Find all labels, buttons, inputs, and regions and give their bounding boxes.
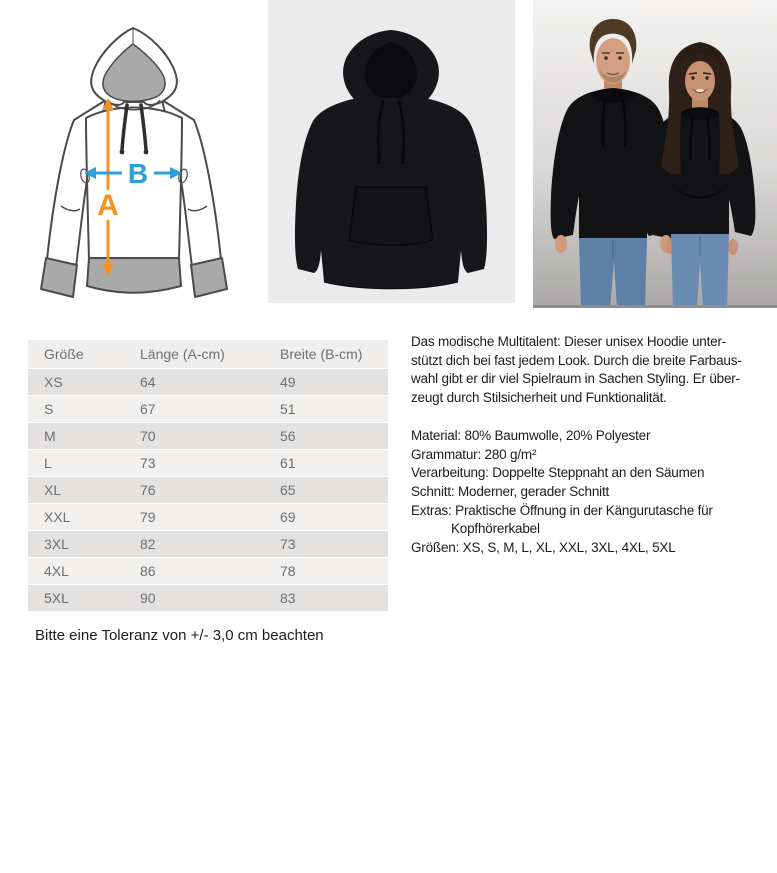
column-header: Größe: [44, 346, 84, 362]
length-cell: 73: [140, 455, 156, 471]
table-row: [28, 369, 388, 395]
width-cell: 51: [280, 401, 296, 417]
size-cell: L: [44, 455, 52, 471]
table-header-row: [28, 340, 388, 368]
table-row: [28, 504, 388, 530]
length-cell: 67: [140, 401, 156, 417]
table-row: [28, 477, 388, 503]
size-cell: M: [44, 428, 56, 444]
description-gap: [411, 408, 761, 427]
size-cell: XL: [44, 482, 62, 498]
description-intro-line: Das modische Multitalent: Dieser unisex Hoodie unter-: [411, 334, 727, 349]
table-row: [28, 585, 388, 611]
width-cell: 56: [280, 428, 296, 444]
label-a: A: [97, 189, 119, 222]
length-cell: 86: [140, 563, 156, 579]
description-spec-line: Kopfhörerkabel: [451, 521, 540, 537]
size-cell: 3XL: [44, 536, 69, 552]
tolerance-note: Bitte eine Toleranz von +/- 3,0 cm beachten: [35, 627, 324, 644]
width-cell: 78: [280, 563, 296, 579]
description-intro-line: stützt dich bei fast jedem Look. Durch die breite Farbaus-: [411, 352, 742, 368]
width-cell: 49: [280, 374, 296, 390]
table-row: [28, 396, 388, 422]
description-intro-line: wahl gibt er dir viel Spielraum in Sachen Styling. Er über-: [411, 371, 740, 387]
length-cell: 82: [140, 536, 156, 552]
product-description: [411, 333, 761, 558]
width-cell: 83: [280, 590, 296, 606]
table-row: [28, 450, 388, 476]
column-header: Breite (B-cm): [280, 346, 363, 362]
width-cell: 61: [280, 455, 296, 471]
column-header: Länge (A-cm): [140, 346, 225, 362]
description-spec-line: Größen: XS, S, M, L, XL, XXL, 3XL, 4XL, 5XL: [411, 540, 676, 556]
table-row: [28, 558, 388, 584]
description-spec-line: Material: 80% Baumwolle, 20% Polyester: [411, 427, 651, 443]
description-spec-line: Schnitt: Moderner, gerader Schnitt: [411, 483, 610, 499]
width-cell: 65: [280, 482, 296, 498]
description-spec-line: Verarbeitung: Doppelte Steppnaht an den Säumen: [411, 465, 705, 481]
description-intro-line: zeugt durch Stilsicherheit und Funktionalität.: [411, 390, 667, 406]
size-cell: XXL: [44, 509, 71, 525]
length-cell: 90: [140, 590, 156, 606]
length-cell: 79: [140, 509, 156, 525]
table-row: [28, 531, 388, 557]
width-cell: 73: [280, 536, 296, 552]
length-cell: 70: [140, 428, 156, 444]
length-cell: 64: [140, 374, 156, 390]
size-cell: XS: [44, 374, 63, 390]
width-cell: 69: [280, 509, 296, 525]
table-row: [28, 423, 388, 449]
size-cell: 5XL: [44, 590, 69, 606]
black-hoodie-product-photo: [268, 0, 515, 303]
size-cell: S: [44, 401, 54, 417]
size-table: [28, 340, 388, 612]
hoodie-measurement-diagram: [20, 8, 250, 308]
description-spec-line: Grammatur: 280 g/m²: [411, 446, 537, 462]
label-b: B: [127, 158, 149, 189]
description-spec-line: Extras: Praktische Öffnung in der Kängurutasche für: [411, 502, 713, 518]
models-wearing-hoodies-photo: [533, 0, 777, 308]
length-cell: 76: [140, 482, 156, 498]
size-cell: 4XL: [44, 563, 69, 579]
